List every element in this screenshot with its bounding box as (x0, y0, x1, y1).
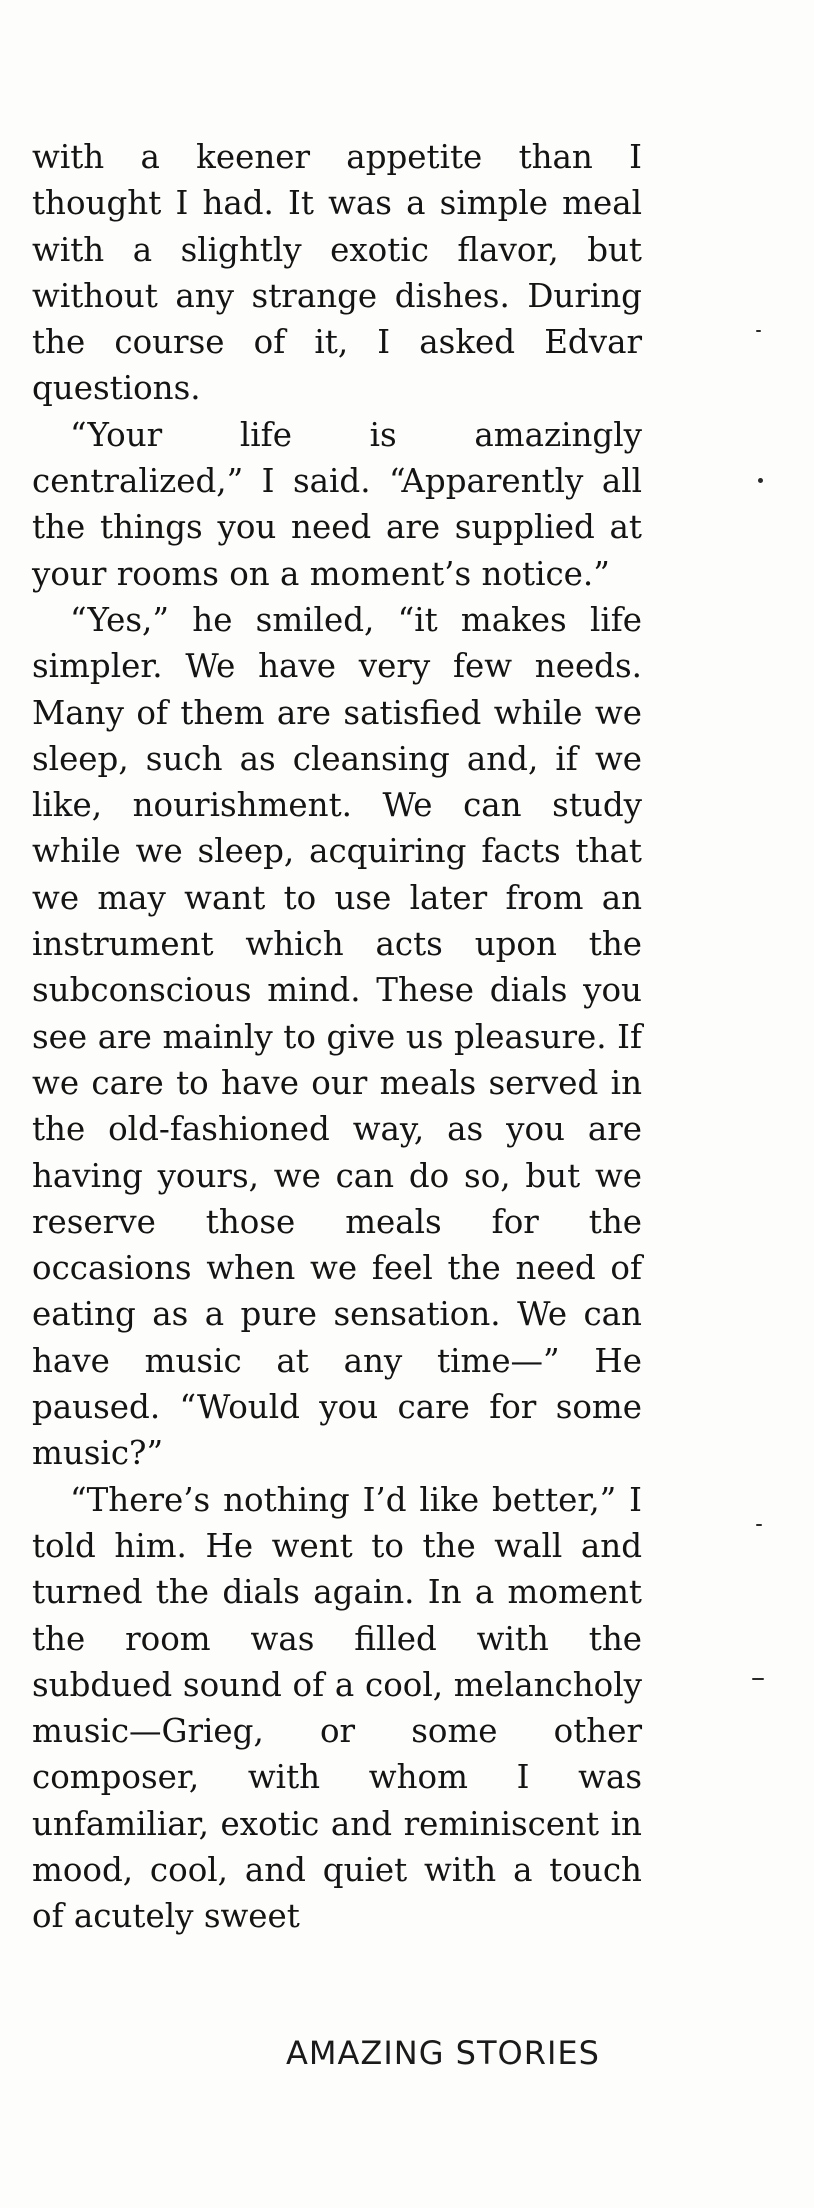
paragraph-1: with a keener appetite than I thought I had. It was a simple meal with a slightly exotic flavor, but without any strange dishes. During the course of it, I asked Edvar questions. (32, 138, 642, 408)
margin-speck (752, 1678, 764, 1680)
paragraph-4: “There’s nothing I’d like better,” I told him. He went to the wall and turned the dials again. In a moment the room was filled with the subdued sound of a cool, melancholy music—Grieg, or some other composer, with whom I was unfamiliar, exotic and reminiscent in mood, cool, and quiet with a touch of acutely sweet (32, 1480, 642, 1936)
text-column (32, 134, 642, 1940)
paragraph-3: “Yes,” he smiled, “it makes life simpler. We have very few needs. Many of them are satisfied while we sleep, such as cleansing and, if we like, nourishment. We can study while we sleep, acquiring facts that we may want to use later from an instrument which acts upon the subconscious mind. These dials you see are mainly to give us pleasure. If we care to have our meals served in the old-fashioned way, as you are having yours, we can do so, but we reserve those meals for the occasions when we feel the need of eating as a pure sensation. We can have music at any time—” He paused. “Would you care for some music?” (32, 600, 642, 1473)
margin-speck (758, 478, 763, 483)
margin-speck (756, 1524, 762, 1526)
running-footer: AMAZING STORIES (286, 2034, 600, 2072)
margin-speck (756, 330, 761, 332)
paragraph-2: “Your life is amazingly centralized,” I said. “Apparently all the things you need are supplied at your rooms on a moment’s notice.” (32, 415, 642, 593)
